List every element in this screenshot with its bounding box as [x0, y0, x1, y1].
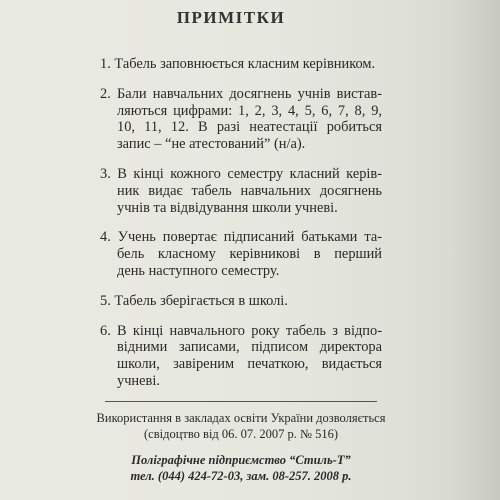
note-4-line-3: день наступного семестру.: [117, 262, 280, 279]
note-6-line-4: учневі.: [117, 372, 160, 389]
note-2-line-1: 2. Бали навчальних досягнень учнів вистав-: [100, 85, 382, 102]
notes-list: [100, 56, 382, 403]
note-2: [100, 86, 382, 153]
note-2-line-4: запис – “не атестований” (н/а).: [117, 136, 306, 153]
note-6-line-2: відними записами, підписом директора: [117, 339, 382, 356]
note-5: [100, 293, 382, 310]
note-3: [100, 166, 382, 216]
note-3-line-1: 3. В кінці кожного семестру класний керів-: [100, 165, 382, 182]
usage-line-2: (свідоцтво від 06. 07. 2007 р. № 516): [144, 427, 338, 441]
note-4-line-2: бель класному керівникові в перший: [117, 246, 382, 263]
usage-permission: [0, 410, 482, 442]
page-title: ПРИМІТКИ: [176, 8, 286, 27]
note-2-line-2: ляються цифрами: 1, 2, 3, 4, 5, 6, 7, 8, 9,: [117, 102, 382, 119]
note-3-line-2: ник видає табель навчальних досягнень: [117, 182, 382, 199]
footer-divider: [105, 401, 377, 402]
note-3-line-3: учнів та відвідування школи учневі.: [117, 199, 338, 216]
note-6-line-3: школи, завіреним печаткою, видається: [117, 356, 382, 373]
note-6-line-1: 6. В кінці навчального року табель з відпо-: [100, 322, 382, 339]
note-4-line-1: 4. Учень повертає підписаний батьками та-: [100, 229, 382, 246]
note-5-line-1: 5. Табель зберігається в школі.: [100, 292, 288, 309]
printer-info: [0, 452, 482, 484]
note-6: [100, 323, 382, 390]
printer-line-2: тел. (044) 424-72-03, зам. 08-257. 2008 р.: [130, 469, 352, 483]
note-4: [100, 229, 382, 279]
note-1-line-1: 1. Табель заповнюється класним керівником.: [100, 56, 376, 72]
note-1: [100, 56, 382, 73]
usage-line-1: Використання в закладах освіти України дозволяється: [96, 411, 386, 425]
printer-line-1: Поліграфічне підприємство “Стиль-Т”: [131, 453, 351, 467]
note-2-line-3: 10, 11, 12. В разі неатестації робиться: [117, 119, 382, 136]
